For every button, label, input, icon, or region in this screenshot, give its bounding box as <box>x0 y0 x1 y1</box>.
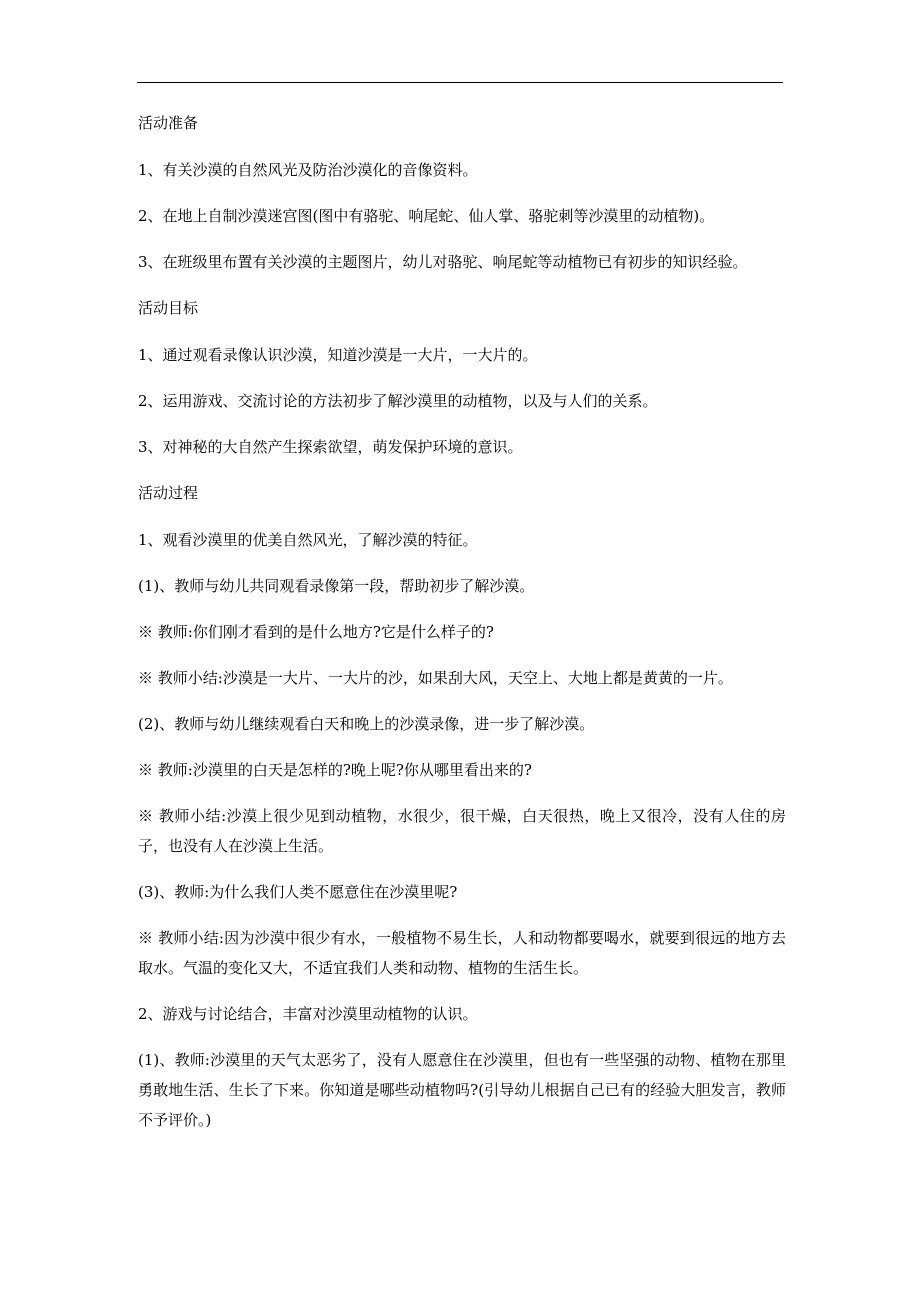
paragraph: (3)、教师:为什么我们人类不愿意住在沙漠里呢? <box>138 883 458 901</box>
paragraph: 2、运用游戏、交流讨论的方法初步了解沙漠里的动植物，以及与人们的关系。 <box>138 392 658 410</box>
paragraph: 3、在班级里布置有关沙漠的主题图片，幼儿对骆驼、响尾蛇等动植物已有初步的知识经验。 <box>138 253 748 271</box>
section-heading-preparation: 活动准备 <box>138 114 199 132</box>
paragraph: ※ 教师小结:沙漠是一大片、一大片的沙，如果刮大风，天空上、大地上都是黄黄的一片。 <box>138 669 733 687</box>
paragraph: 2、游戏与讨论结合，丰富对沙漠里动植物的认识。 <box>138 1005 478 1023</box>
paragraph: 2、在地上自制沙漠迷宫图(图中有骆驼、响尾蛇、仙人掌、骆驼刺等沙漠里的动植物)。 <box>138 207 715 225</box>
paragraph: (1)、教师:沙漠里的天气太恶劣了，没有人愿意住在沙漠里，但也有一些坚强的动物、植物在那里勇敢地生活、生长了下来。你知道是哪些动植物吗?(引导幼儿根据自己已有的经验大胆发言，教师不予评价。) <box>138 1051 786 1129</box>
paragraph: 1、通过观看录像认识沙漠，知道沙漠是一大片，一大片的。 <box>138 346 538 364</box>
section-heading-goals: 活动目标 <box>138 299 199 317</box>
paragraph: ※ 教师:沙漠里的白天是怎样的?晚上呢?你从哪里看出来的? <box>138 761 532 779</box>
section-heading-process: 活动过程 <box>138 484 199 502</box>
header-rule <box>137 82 783 83</box>
paragraph: 3、对神秘的大自然产生探索欲望，萌发保护环境的意识。 <box>138 438 523 456</box>
paragraph: (1)、教师与幼儿共同观看录像第一段，帮助初步了解沙漠。 <box>138 577 535 595</box>
paragraph: 1、有关沙漠的自然风光及防治沙漠化的音像资料。 <box>138 161 478 179</box>
document-body <box>138 108 786 1151</box>
paragraph: ※ 教师:你们刚才看到的是什么地方?它是什么样子的? <box>138 623 494 641</box>
paragraph: ※ 教师小结:沙漠上很少见到动植物，水很少，很干燥，白天很热，晚上又很冷，没有人住的房子，也没有人在沙漠上生活。 <box>138 807 786 855</box>
paragraph: (2)、教师与幼儿继续观看白天和晚上的沙漠录像，进一步了解沙漠。 <box>138 715 595 733</box>
paragraph: ※ 教师小结:因为沙漠中很少有水，一般植物不易生长，人和动物都要喝水，就要到很远的地方去取水。气温的变化又大，不适宜我们人类和动物、植物的生活生长。 <box>138 929 786 977</box>
paragraph: 1、观看沙漠里的优美自然风光，了解沙漠的特征。 <box>138 531 478 549</box>
